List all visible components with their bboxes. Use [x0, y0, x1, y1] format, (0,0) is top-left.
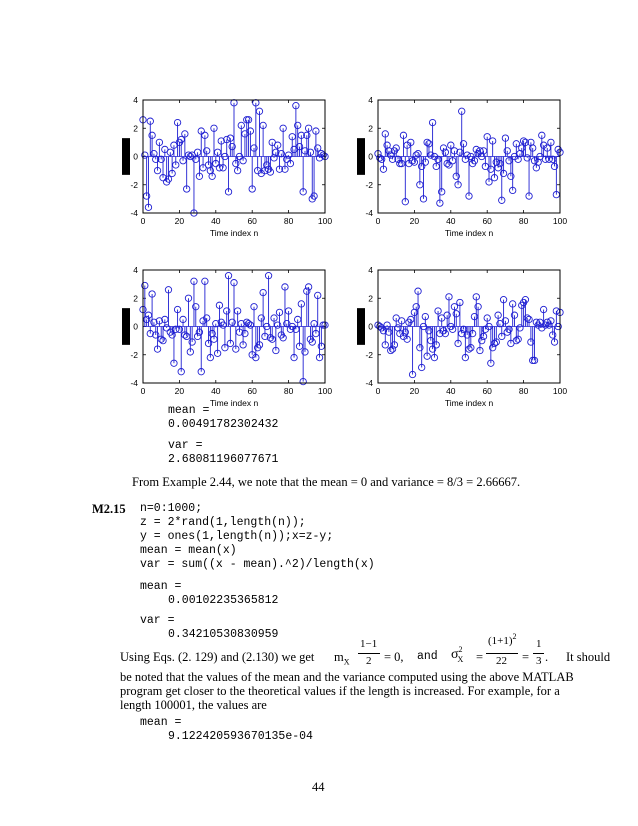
- x-tick-label: 0: [140, 386, 146, 396]
- y-tick-label: 0: [368, 151, 373, 162]
- x-axis-label: Time index n: [209, 228, 259, 238]
- x-tick-label: 40: [446, 216, 456, 226]
- code-line-4: mean = mean(x): [140, 544, 237, 557]
- paragraph-note: be noted that the values of the mean and the variance computed using the above MATLAB program get closer to the theoretical values if the length is increased. For example, for a length 100001, the values are: [120, 670, 574, 712]
- stem-marker: [285, 152, 291, 158]
- eq-frac2-den: 22: [496, 655, 507, 667]
- x-tick-label: 40: [211, 216, 221, 226]
- x-tick-label: 20: [409, 386, 420, 396]
- eq-frac1-num: 1−1: [360, 638, 378, 650]
- paragraph-example: From Example 2.44, we note that the mean = 0 and variance = 8/3 = 2.66667.: [132, 475, 521, 489]
- out2-mean-label: mean =: [140, 716, 182, 729]
- eq-equals-1: =: [476, 650, 484, 664]
- eq-frac1-bar: [358, 653, 380, 654]
- y-tick-label: 2: [133, 123, 138, 134]
- x-tick-label: 20: [409, 216, 420, 226]
- output-var-label: var =: [168, 439, 203, 452]
- eq-frac2-num: [488, 632, 517, 647]
- x-tick-label: 100: [552, 216, 568, 226]
- stem-plot-1: [115, 92, 345, 242]
- problem-id: M2.15: [92, 502, 126, 516]
- stem-plot-svg: [350, 92, 580, 242]
- x-tick-label: 60: [247, 386, 257, 396]
- y-tick-label: -4: [130, 208, 138, 218]
- eq-frac1-den: 2: [366, 655, 372, 667]
- y-tick-label: 0: [368, 321, 373, 332]
- output-mean-label: mean =: [168, 404, 210, 417]
- x-tick-label: 60: [482, 216, 492, 226]
- y-tick-label: -2: [365, 179, 373, 190]
- eq-mx-subscript: X: [343, 657, 350, 667]
- axis-marker-bar: [357, 308, 365, 345]
- eq-equals-2: =: [522, 650, 530, 664]
- output-var-value: 2.68081196077671: [168, 453, 279, 466]
- eq-frac2-bar: [486, 653, 518, 654]
- m215-var-value: 0.34210530830959: [168, 628, 279, 641]
- y-tick-label: -2: [365, 349, 373, 360]
- m215-var-label: var =: [140, 614, 175, 627]
- y-tick-label: -4: [365, 378, 373, 388]
- x-tick-label: 20: [174, 386, 185, 396]
- y-tick-label: 4: [133, 265, 138, 275]
- eq-mx: [334, 650, 350, 670]
- x-tick-label: 80: [518, 386, 529, 396]
- eq-frac2-num-text: (1+1): [488, 635, 513, 647]
- x-tick-label: 40: [211, 386, 221, 396]
- axis-marker-bar: [122, 308, 130, 345]
- y-tick-label: -4: [130, 378, 138, 388]
- eq-frac3-bar: [533, 653, 544, 654]
- eq-equals-zero: = 0,: [384, 650, 404, 664]
- y-tick-label: 4: [133, 95, 138, 105]
- y-tick-label: 2: [368, 123, 373, 134]
- axis-marker-bar: [122, 138, 130, 175]
- y-tick-label: -4: [365, 208, 373, 218]
- stem-plot-4: [350, 262, 580, 412]
- x-tick-label: 60: [482, 386, 492, 396]
- x-tick-label: 20: [174, 216, 185, 226]
- x-tick-label: 100: [317, 216, 333, 226]
- stem-plot-svg: [350, 262, 580, 412]
- eq-period: .: [545, 650, 549, 664]
- x-tick-label: 0: [375, 216, 381, 226]
- m215-mean-label: mean =: [140, 580, 182, 593]
- x-axis-label: Time index n: [209, 398, 259, 408]
- code-line-1: n=0:1000;: [140, 502, 203, 515]
- x-tick-label: 40: [446, 386, 456, 396]
- eq-mx-symbol: m: [334, 650, 344, 664]
- stem-marker: [464, 152, 470, 158]
- x-tick-label: 0: [140, 216, 146, 226]
- x-tick-label: 60: [247, 216, 257, 226]
- eq-tail-text: It should: [566, 650, 611, 664]
- page-number: 44: [312, 780, 325, 794]
- x-tick-label: 80: [283, 386, 294, 396]
- code-line-3: y = ones(1,length(n));x=z-y;: [140, 530, 334, 543]
- code-line-5: var = sum((x - mean).^2)/length(x): [140, 558, 375, 571]
- x-tick-label: 100: [552, 386, 568, 396]
- eq-frac3-den: 3: [536, 655, 542, 667]
- eq-lead-text: Using Eqs. (2. 129) and (2.130) we get: [120, 650, 315, 664]
- x-tick-label: 100: [317, 386, 333, 396]
- y-tick-label: -2: [130, 179, 138, 190]
- stem-plot-svg: [115, 92, 345, 242]
- out2-mean-value: 9.122420593670135e-04: [168, 730, 313, 743]
- eq-sigma-subscript: X: [457, 655, 464, 664]
- x-tick-label: 80: [283, 216, 294, 226]
- stem-plot-svg: [115, 262, 345, 412]
- eq-sigma-symbol: σ: [451, 647, 459, 662]
- x-tick-label: 80: [518, 216, 529, 226]
- y-tick-label: -2: [130, 349, 138, 360]
- eq-frac3-num: 1: [536, 638, 542, 650]
- output-mean-value: 0.00491782302432: [168, 418, 279, 431]
- stem-plot-3: [115, 262, 345, 412]
- x-tick-label: 0: [375, 386, 381, 396]
- eq-and: and: [417, 650, 438, 663]
- y-tick-label: 2: [368, 293, 373, 304]
- m215-mean-value: 0.00102235365812: [168, 594, 279, 607]
- y-tick-label: 0: [133, 321, 138, 332]
- axis-marker-bar: [357, 138, 365, 175]
- y-tick-label: 2: [133, 293, 138, 304]
- x-axis-label: Time index n: [444, 398, 494, 408]
- y-tick-label: 4: [368, 265, 373, 275]
- y-tick-label: 4: [368, 95, 373, 105]
- stem-plot-2: [350, 92, 580, 242]
- eq-sigma: [451, 645, 468, 664]
- eq-frac2-num-sup: 2: [512, 632, 517, 641]
- eq-sigma-superscript: 2: [458, 645, 463, 654]
- code-line-2: z = 2*rand(1,length(n));: [140, 516, 306, 529]
- y-tick-label: 0: [133, 151, 138, 162]
- x-axis-label: Time index n: [444, 228, 494, 238]
